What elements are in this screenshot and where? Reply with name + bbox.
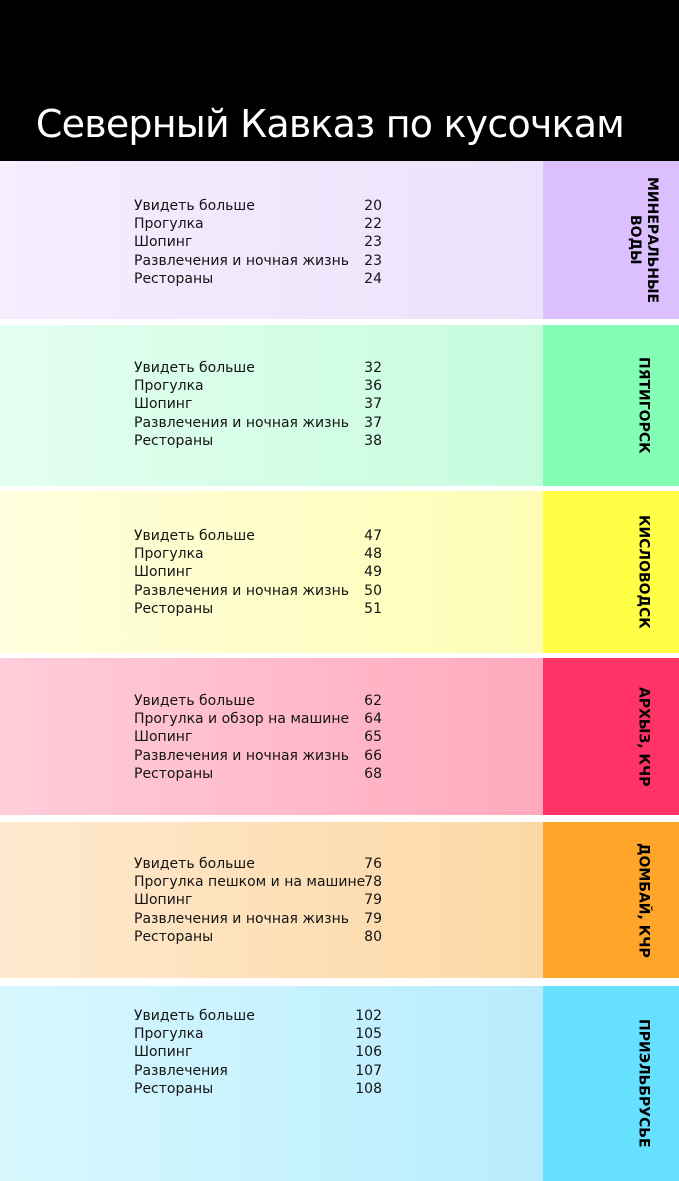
section-tab-label: ДОМБАЙ, КЧР — [635, 842, 652, 958]
toc-entry-page-number: 108 — [355, 1080, 382, 1097]
toc-entry-label: Шопинг — [134, 234, 193, 251]
toc-entry-label: Увидеть больше — [134, 528, 255, 544]
toc-entry[interactable] — [134, 252, 394, 270]
section-kislovodsk — [0, 491, 679, 653]
toc-entry[interactable] — [134, 910, 394, 928]
toc-entry-page-number: 23 — [364, 252, 382, 269]
section-dombai — [0, 822, 679, 978]
toc-entry-label: Шопинг — [134, 1044, 193, 1061]
toc-entry-page-number: 48 — [364, 546, 382, 563]
toc-entry-label: Развлечения и ночная жизнь — [134, 414, 349, 431]
toc-entry-label: Увидеть больше — [134, 360, 255, 376]
toc-entry[interactable] — [134, 563, 394, 581]
section-tab[interactable] — [543, 491, 679, 653]
toc-entry-page-number: 22 — [364, 216, 382, 233]
toc-entry-page-number: 64 — [364, 711, 382, 728]
toc-entry-label: Рестораны — [134, 1080, 214, 1097]
toc-entry-page-number: 107 — [355, 1062, 382, 1079]
toc-entry[interactable] — [134, 1043, 394, 1061]
section-tab-label: ПРИЭЛЬБРУСЬЕ — [635, 1019, 652, 1148]
toc-entry[interactable] — [134, 928, 394, 946]
toc-list — [134, 855, 394, 946]
toc-entry-page-number: 23 — [364, 234, 382, 251]
section-prielbrusye — [0, 986, 679, 1181]
section-tab-label: МИНЕРАЛЬНЫЕ ВОДЫ — [627, 176, 660, 304]
toc-panel — [0, 658, 543, 815]
section-tab[interactable] — [543, 161, 679, 319]
toc-entry[interactable] — [134, 432, 394, 450]
toc-panel — [0, 491, 543, 653]
toc-entry-label: Прогулка — [134, 378, 204, 395]
toc-entry[interactable] — [134, 710, 394, 728]
toc-entry-label: Рестораны — [134, 270, 214, 287]
toc-entry[interactable] — [134, 1025, 394, 1043]
toc-entry[interactable] — [134, 197, 394, 215]
toc-list — [134, 197, 394, 288]
toc-entry-label: Шопинг — [134, 729, 193, 746]
section-tab[interactable] — [543, 986, 679, 1181]
header-banner — [0, 0, 679, 161]
toc-entry-page-number: 106 — [355, 1044, 382, 1061]
toc-entry-page-number: 51 — [364, 600, 382, 617]
toc-entry-page-number: 32 — [364, 360, 382, 376]
toc-entry[interactable] — [134, 270, 394, 288]
toc-entry-page-number: 79 — [364, 910, 382, 927]
toc-entry-page-number: 80 — [364, 928, 382, 945]
toc-entry[interactable] — [134, 527, 394, 545]
toc-panel — [0, 325, 543, 486]
toc-entry-label: Рестораны — [134, 928, 214, 945]
toc-entry-label: Развлечения и ночная жизнь — [134, 910, 349, 927]
toc-entry-page-number: 65 — [364, 729, 382, 746]
toc-entry[interactable] — [134, 747, 394, 765]
toc-entry[interactable] — [134, 600, 394, 618]
toc-entry-label: Прогулка — [134, 1026, 204, 1043]
toc-entry-label: Шопинг — [134, 892, 193, 909]
toc-entry-label: Прогулка — [134, 216, 204, 233]
toc-entry[interactable] — [134, 1007, 394, 1025]
toc-entry[interactable] — [134, 1062, 394, 1080]
toc-entry[interactable] — [134, 215, 394, 233]
section-tab[interactable] — [543, 822, 679, 978]
toc-entry-label: Рестораны — [134, 600, 214, 617]
section-tab[interactable] — [543, 658, 679, 815]
toc-entry-page-number: 47 — [364, 528, 382, 544]
toc-entry-page-number: 76 — [364, 856, 382, 872]
toc-entry-page-number: 78 — [364, 874, 382, 891]
toc-list — [134, 359, 394, 450]
toc-entry[interactable] — [134, 395, 394, 413]
toc-list — [134, 1007, 394, 1098]
toc-entry-label: Развлечения и ночная жизнь — [134, 747, 349, 764]
toc-entry-page-number: 49 — [364, 564, 382, 581]
toc-entry[interactable] — [134, 692, 394, 710]
page-title: Северный Кавказ по кусочкам — [35, 102, 625, 146]
toc-entry[interactable] — [134, 359, 394, 377]
toc-entry[interactable] — [134, 855, 394, 873]
toc-entry[interactable] — [134, 582, 394, 600]
toc-entry-page-number: 105 — [355, 1026, 382, 1043]
toc-entry-page-number: 38 — [364, 432, 382, 449]
section-tab-label: ПЯТИГОРСК — [635, 357, 652, 454]
toc-panel — [0, 986, 543, 1181]
toc-entry-label: Прогулка и обзор на машине — [134, 711, 350, 728]
toc-entry-label: Рестораны — [134, 432, 214, 449]
toc-entry-page-number: 37 — [364, 414, 382, 431]
toc-entry[interactable] — [134, 545, 394, 563]
section-tab-label: АРХЫЗ, КЧР — [635, 686, 652, 787]
toc-entry-page-number: 50 — [364, 582, 382, 599]
toc-entry-page-number: 62 — [364, 693, 382, 709]
toc-entry[interactable] — [134, 765, 394, 783]
toc-entry-label: Увидеть больше — [134, 856, 255, 872]
toc-entry-page-number: 68 — [364, 765, 382, 782]
toc-entry-page-number: 102 — [355, 1008, 382, 1024]
toc-entry[interactable] — [134, 377, 394, 395]
section-arkhyz — [0, 658, 679, 815]
toc-entry-label: Прогулка пешком и на машине — [134, 874, 366, 891]
toc-panel — [0, 822, 543, 978]
toc-entry-label: Шопинг — [134, 564, 193, 581]
toc-entry-label: Увидеть больше — [134, 693, 255, 709]
toc-entry-label: Увидеть больше — [134, 1008, 255, 1024]
toc-entry-page-number: 20 — [364, 198, 382, 214]
toc-entry[interactable] — [134, 1080, 394, 1098]
toc-entry[interactable] — [134, 873, 394, 891]
toc-entry[interactable] — [134, 233, 394, 251]
toc-list — [134, 527, 394, 618]
toc-entry-page-number: 66 — [364, 747, 382, 764]
section-tab[interactable] — [543, 325, 679, 486]
toc-list — [134, 692, 394, 783]
toc-entry[interactable] — [134, 414, 394, 432]
toc-panel — [0, 161, 543, 319]
section-pyatigorsk — [0, 325, 679, 486]
toc-entry-label: Прогулка — [134, 546, 204, 563]
toc-entry-label: Увидеть больше — [134, 198, 255, 214]
toc-entry-page-number: 24 — [364, 270, 382, 287]
toc-entry-page-number: 37 — [364, 396, 382, 413]
toc-entry-label: Рестораны — [134, 765, 214, 782]
section-tab-label: КИСЛОВОДСК — [635, 515, 652, 629]
toc-entry-page-number: 36 — [364, 378, 382, 395]
toc-entry-label: Развлечения — [134, 1062, 228, 1079]
toc-entry-label: Развлечения и ночная жизнь — [134, 582, 349, 599]
toc-entry[interactable] — [134, 728, 394, 746]
section-mineralnye-vody — [0, 161, 679, 319]
toc-entry-label: Шопинг — [134, 396, 193, 413]
toc-entry[interactable] — [134, 891, 394, 909]
toc-entry-label: Развлечения и ночная жизнь — [134, 252, 349, 269]
toc-entry-page-number: 79 — [364, 892, 382, 909]
